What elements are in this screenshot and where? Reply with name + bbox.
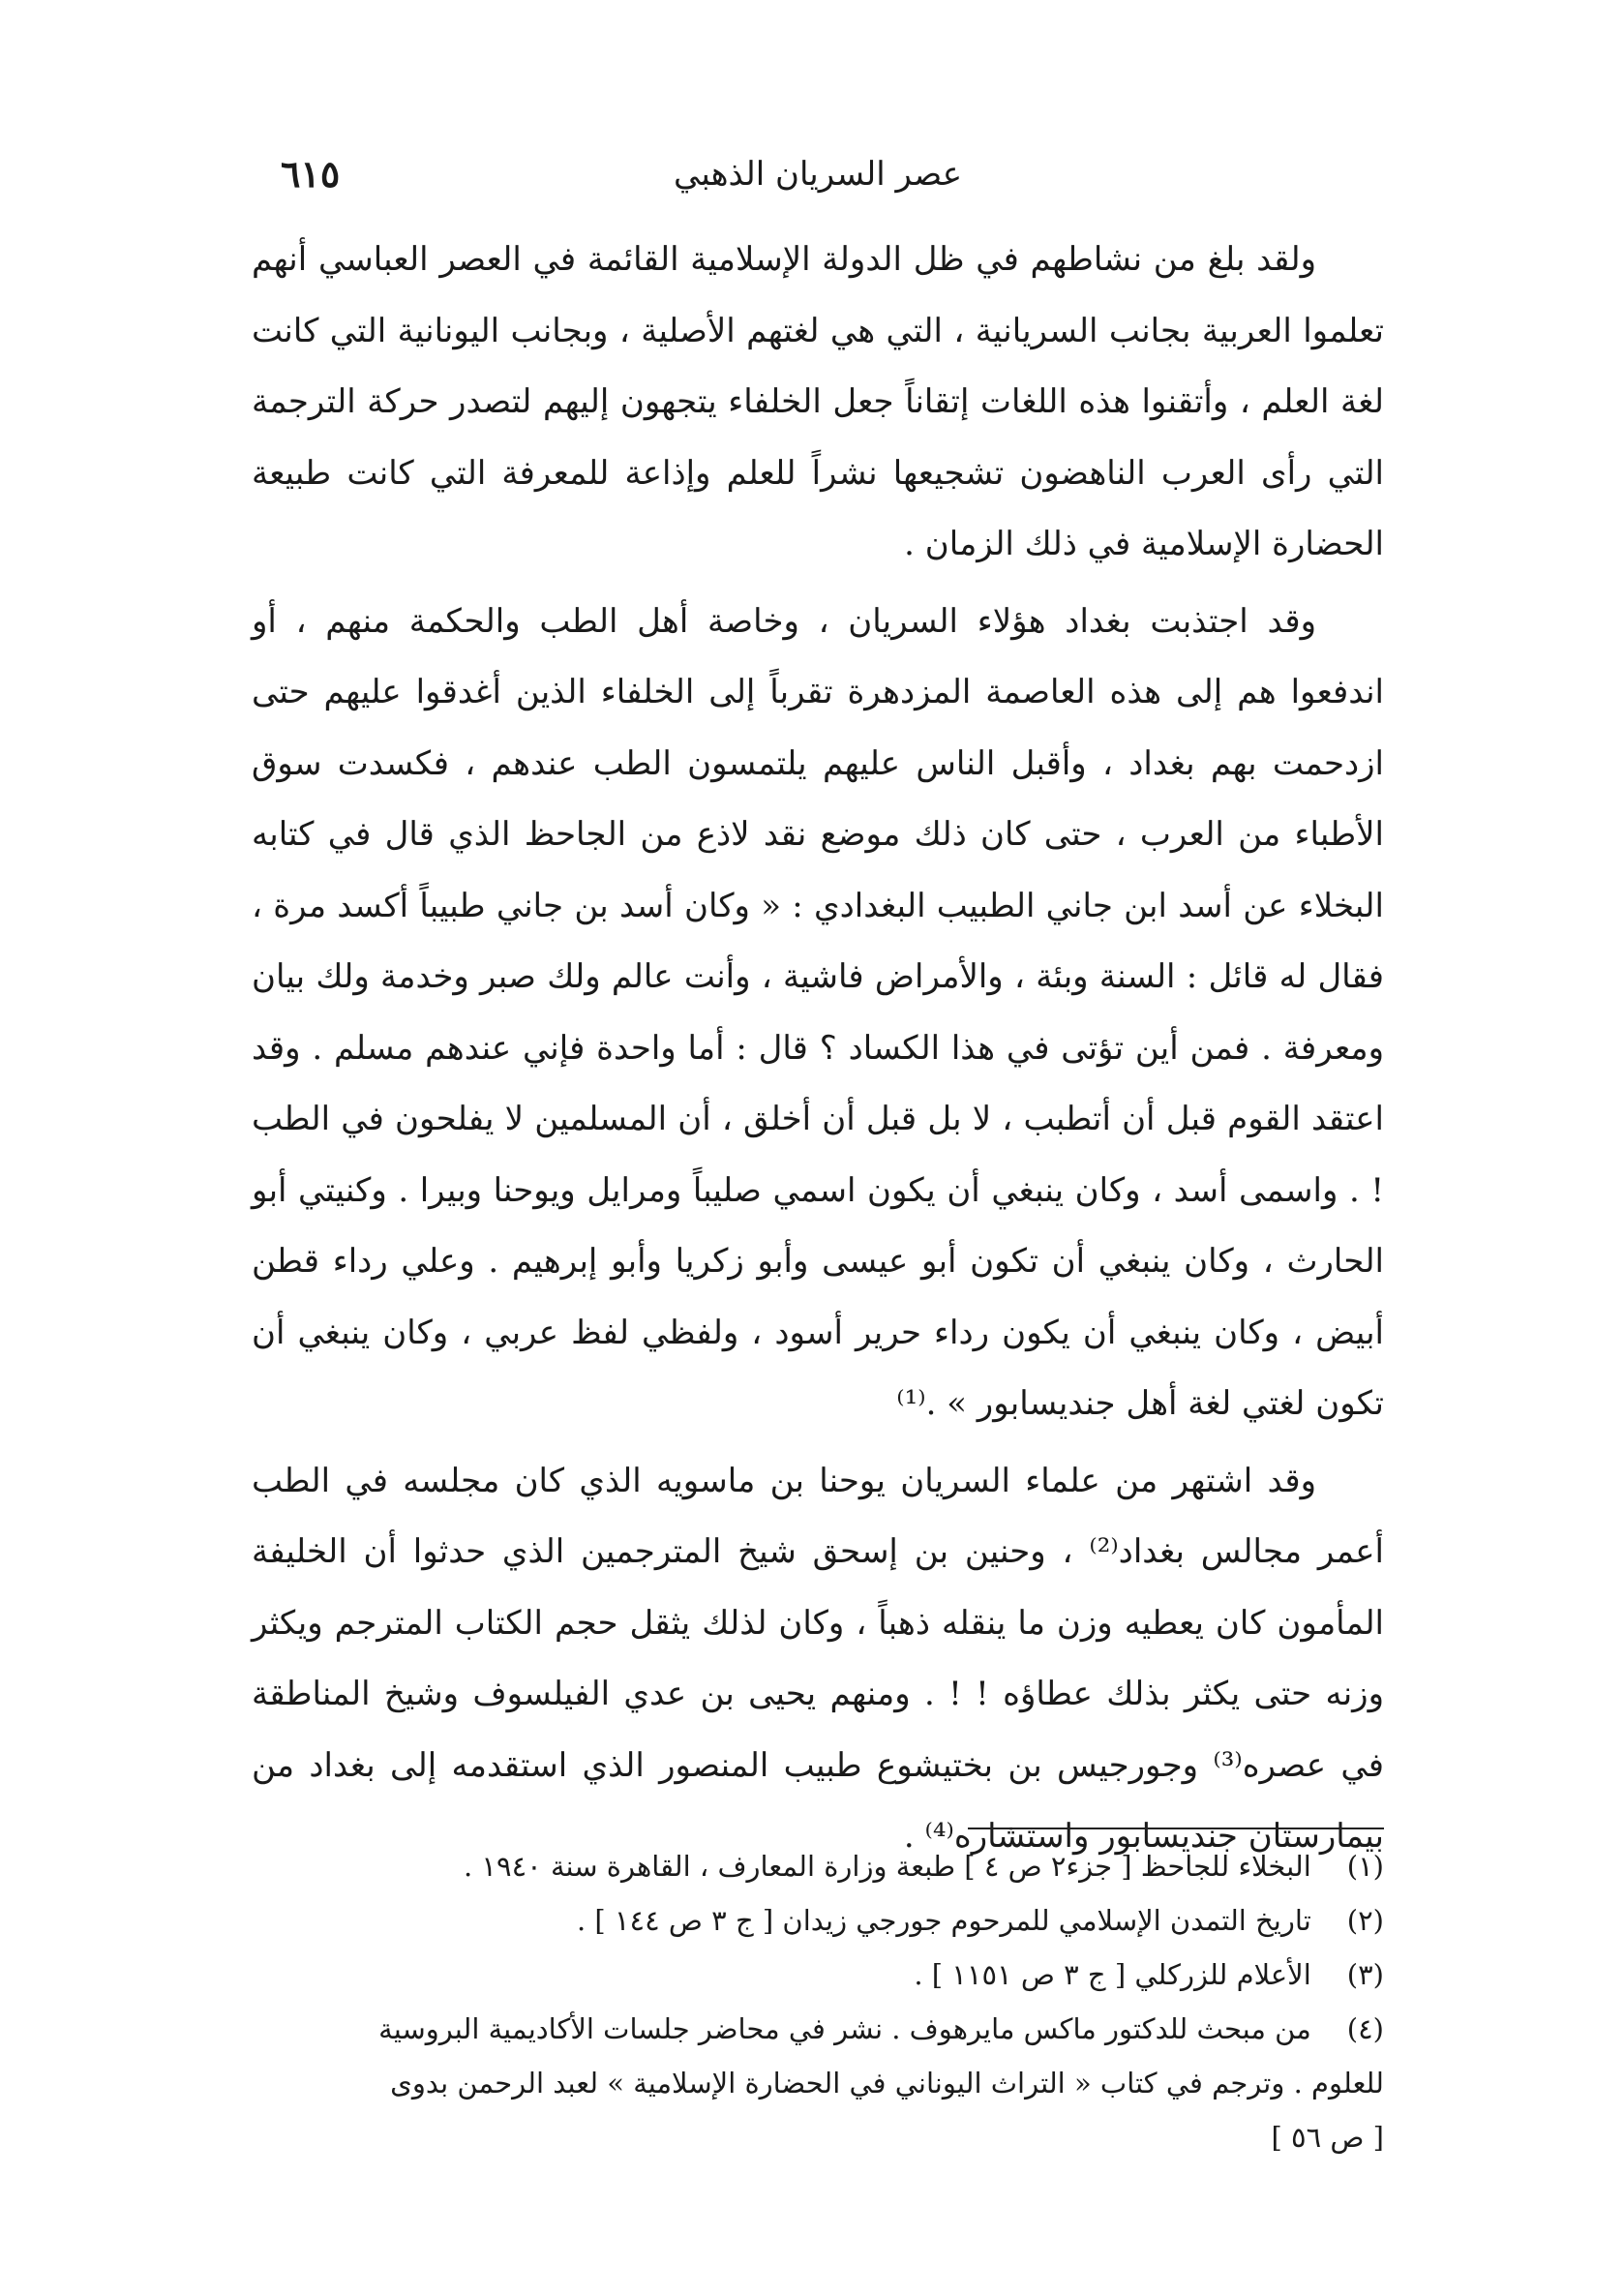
footnote-continuation: [ ص ٥٦ ] xyxy=(1271,2121,1384,2154)
footnote-number: (٢) xyxy=(1346,1904,1384,1937)
footnote-continuation: للعلوم . وترجم في كتاب « التراث اليوناني في الحضارة الإسلامية » لعبد الرحمن بدوى xyxy=(390,2067,1384,2100)
footnote-text: من مبحث للدكتور ماكس مايرهوف . نشر في محاضر جلسات الأكاديمية البروسية xyxy=(378,2012,1311,2045)
footnote-number: (٣) xyxy=(1346,1958,1384,1991)
footnote-text: تاريخ التمدن الإسلامي للمرحوم جورجي زيدان [ ج ٣ ص ١٤٤ ] . xyxy=(576,1904,1311,1937)
footnote xyxy=(252,2002,1384,2056)
paragraph: ولقد بلغ من نشاطهم في ظل الدولة الإسلامية القائمة في العصر العباسي أنهم تعلموا العربية بجانب السريانية ، التي هي لغتهم الأصلية ، وبجانب اليونانية التي كانت لغة العلم ، وأتقنوا هذه اللغات إتقاناً جعل الخلفاء يتجهون إليهم لتصدر حركة الترجمة التي رأى العرب الناهضون تشجيعها نشراً للعلم وإذاعة للمعرفة التي كانت طبيعة الحضارة الإسلامية في ذلك الزمان . xyxy=(252,240,1384,563)
running-title: عصر السريان الذهبي xyxy=(673,155,962,194)
paragraph: وقد اشتهر من علماء السريان يوحنا بن ماسويه الذي كان مجلسه في الطب أعمر مجالس بغداد⁽²⁾ ، وحنين بن إسحق شيخ المترجمين الذي حدثوا أن الخليفة المأمون كان يعطيه وزن ما ينقله ذهباً ، وكان لذلك يثقل حجم الكتاب المترجم ويكثر وزنه حتى يكثر بذلك عطاؤه ! ! . ومنهم يحيى بن عدي الفيلسوف وشيخ المناطقة في عصره⁽³⁾ وجورجيس بن بختيشوع طبيب المنصور الذي استقدمه إلى بغداد من بيمارستان جنديسابور واستشاره⁽⁴⁾ . xyxy=(252,1461,1384,1856)
page-header xyxy=(252,145,1384,203)
footnote xyxy=(252,1893,1384,1948)
footnote-number: (١) xyxy=(1346,1850,1384,1883)
body-text xyxy=(252,225,1384,1879)
footnote-number: (٤) xyxy=(1346,2012,1384,2045)
footnote xyxy=(252,1948,1384,2002)
paragraph: وقد اجتذبت بغداد هؤلاء السريان ، وخاصة أهل الطب والحكمة منهم ، أو اندفعوا هم إلى هذه العاصمة المزدهرة تقرباً إلى الخلفاء الذين أغدقوا عليهم حتى ازدحمت بهم بغداد ، وأقبل الناس عليهم يلتمسون الطب عندهم ، فكسدت سوق الأطباء من العرب ، حتى كان ذلك موضع نقد لاذع من الجاحظ الذي قال في كتابه البخلاء عن أسد ابن جاني الطبيب البغدادي : « وكان أسد بن جاني طبيباً أكسد مرة ، فقال له قائل : السنة وبئة ، والأمراض فاشية ، وأنت عالم ولك صبر وخدمة ولك بيان ومعرفة . فمن أين تؤتى في هذا الكساد ؟ قال : أما واحدة فإني عندهم مسلم . وقد اعتقد القوم قبل أن أتطبب ، لا بل قبل أن أخلق ، أن المسلمين لا يفلحون في الطب ! . واسمى أسد ، وكان ينبغي أن يكون اسمي صليباً ومرايل ويوحنا وبيرا . وكنيتي أبو الحارث ، وكان ينبغي أن تكون أبو عيسى وأبو زكريا وأبو إبرهيم . وعلي رداء قطن أبيض ، وكان ينبغي أن يكون رداء حرير أسود ، ولفظي لفظ عربي ، وكان ينبغي أن تكون لغتي لغة أهل جنديسابور » .⁽¹⁾ xyxy=(252,601,1384,1423)
footnote xyxy=(252,1839,1384,1893)
footnotes xyxy=(252,1839,1384,2164)
page-number: ٦١٥ xyxy=(281,152,341,196)
footnote-text: البخلاء للجاحظ [ جزء٢ ص ٤ ] طبعة وزارة المعارف ، القاهرة سنة ١٩٤٠ . xyxy=(463,1850,1311,1883)
footnote-divider xyxy=(968,1828,1384,1829)
footnote-text: الأعلام للزركلي [ ج ٣ ص ١١٥١ ] . xyxy=(914,1958,1311,1991)
